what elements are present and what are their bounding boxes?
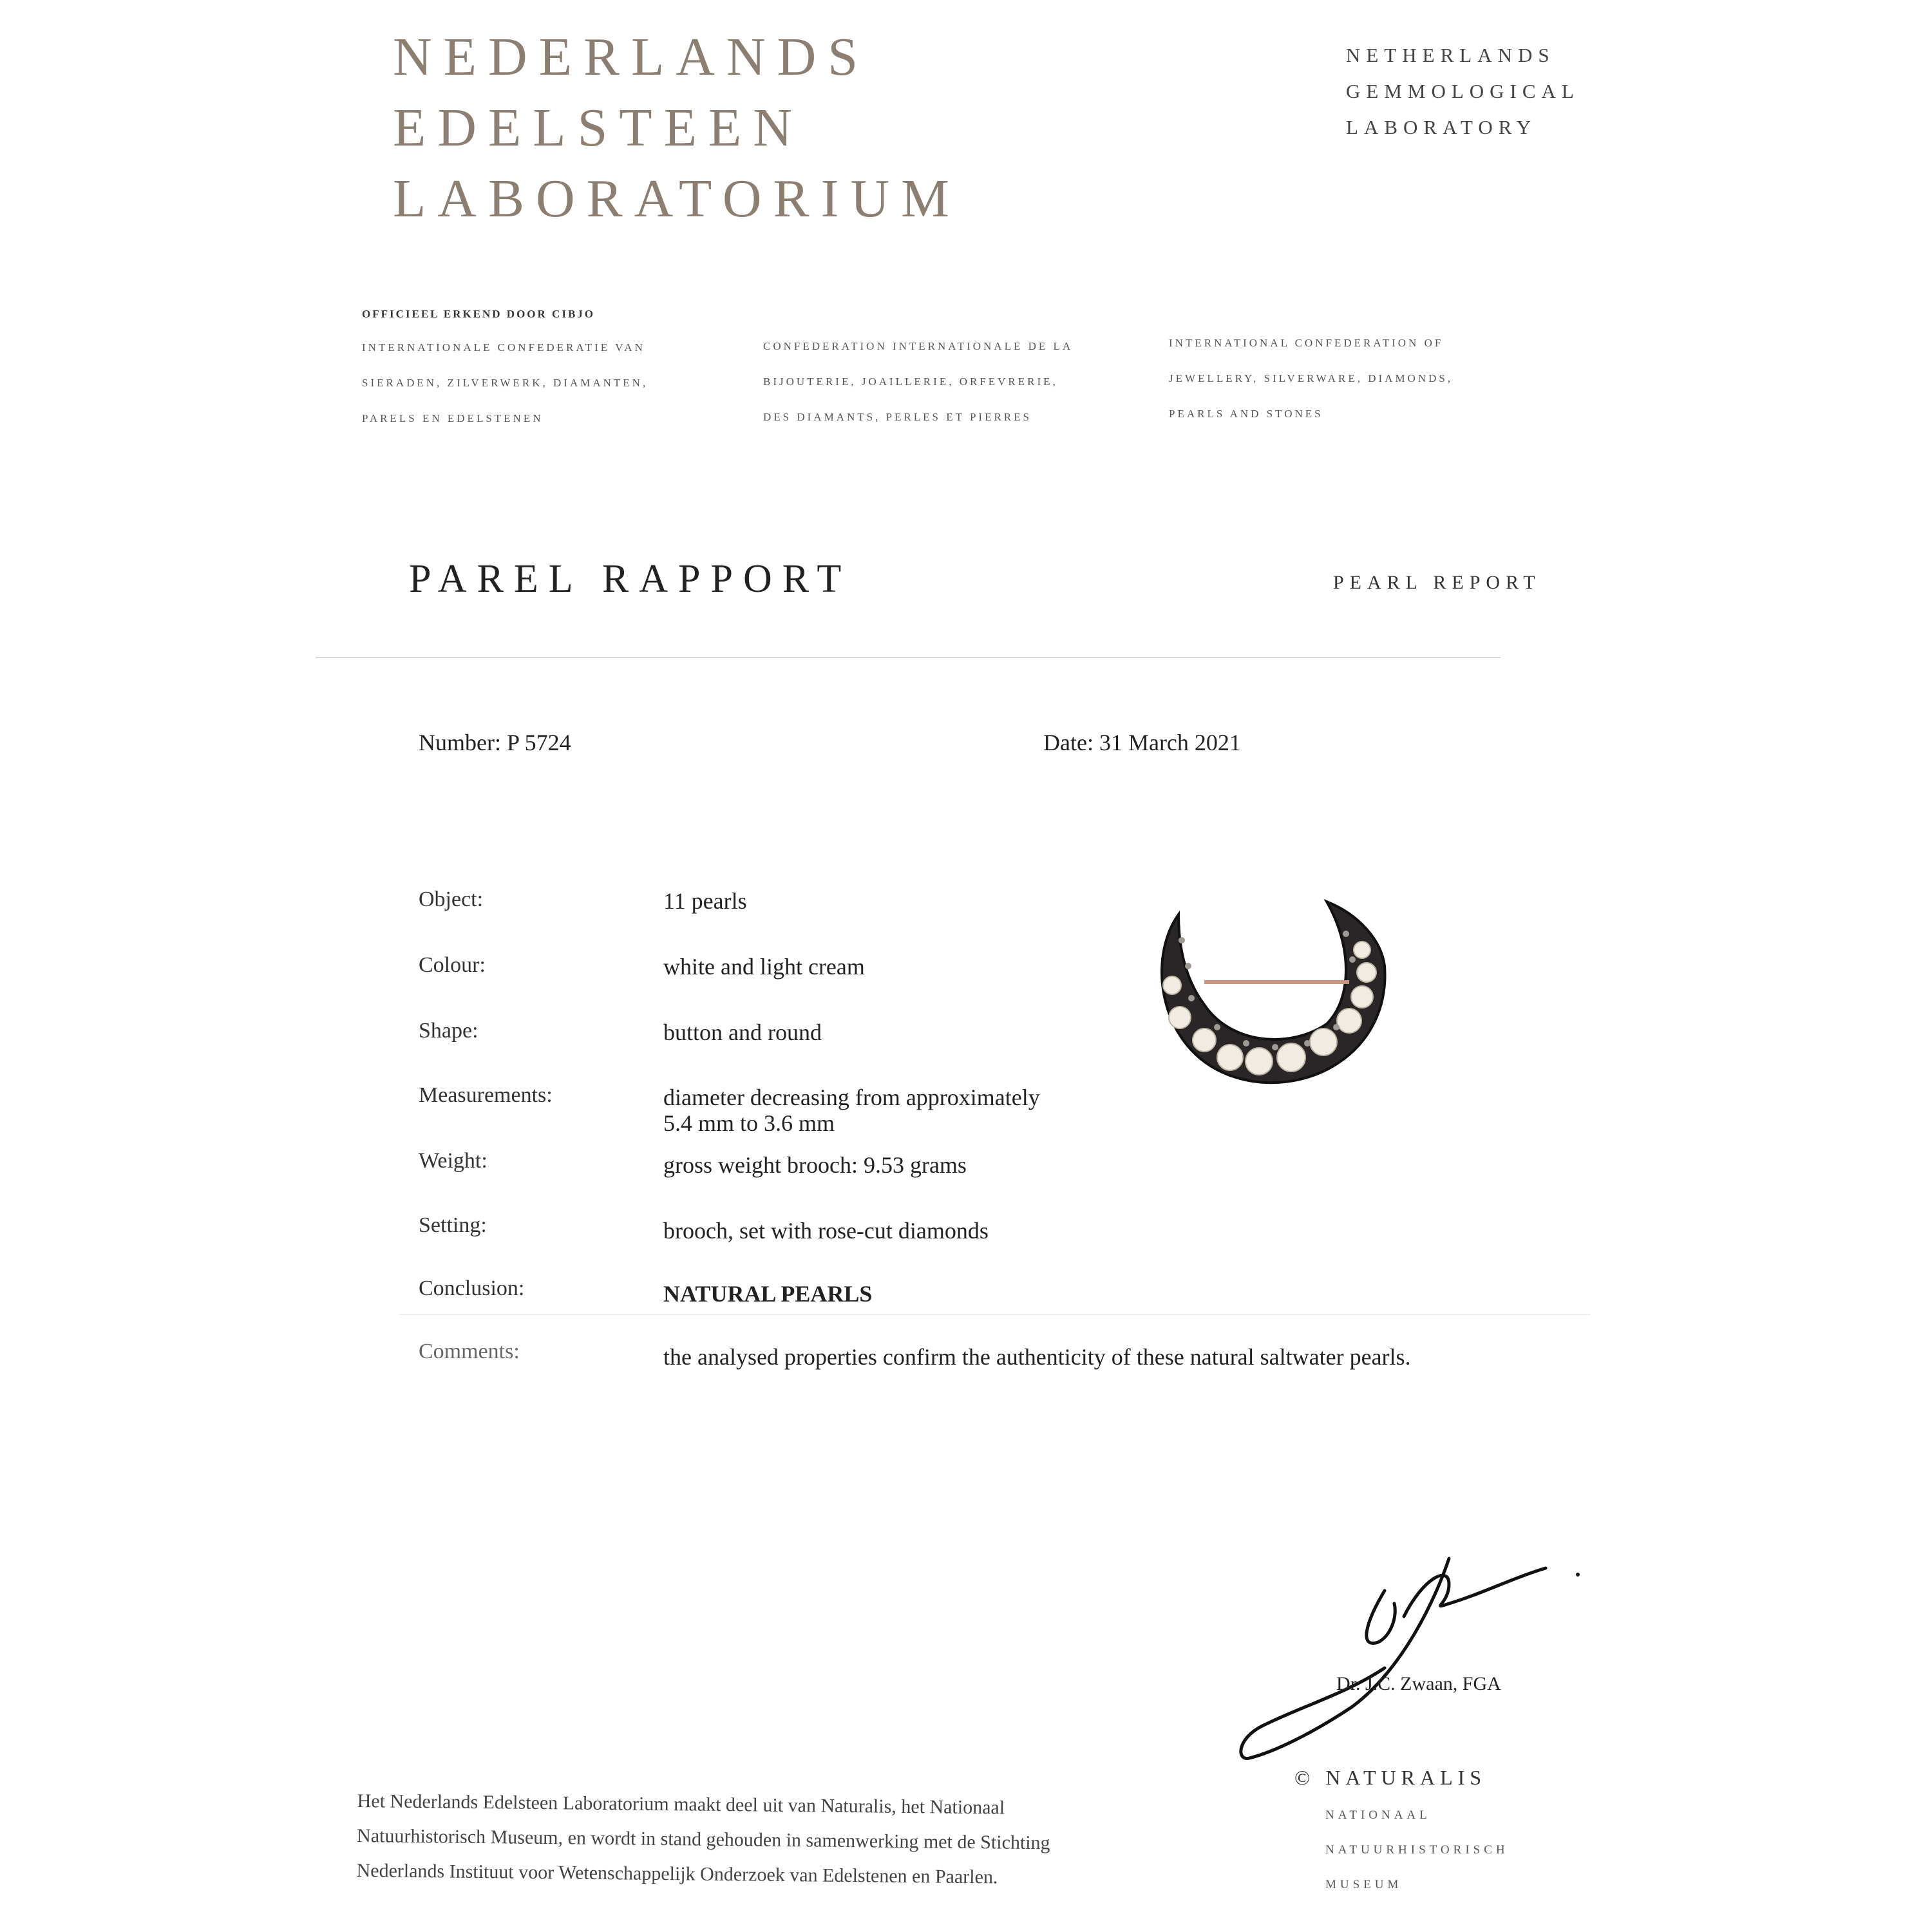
cibjo-nl-1: INTERNATIONALE CONFEDERATIE VAN	[362, 341, 645, 354]
field-label-conclusion: Conclusion:	[419, 1276, 525, 1300]
brooch-crescent	[1162, 902, 1385, 1083]
cibjo-nl-2: SIERADEN, ZILVERWERK, DIAMANTEN,	[362, 377, 649, 389]
brooch-photo	[1133, 889, 1404, 1108]
measurements-line-1: diameter decreasing from approximately	[663, 1084, 1040, 1110]
field-value-shape: button and round	[663, 1019, 822, 1045]
brand-line-2: EDELSTEEN	[393, 98, 804, 158]
field-value-setting: brooch, set with rose-cut diamonds	[663, 1218, 989, 1244]
field-value-measurements	[663, 1084, 1040, 1136]
footer-line-1: Het Nederlands Edelsteen Laboratorium maakt deel uit van Naturalis, het Nationaal	[357, 1790, 1005, 1819]
field-value-colour: white and light cream	[663, 954, 865, 980]
measurements-line-2: 5.4 mm to 3.6 mm	[663, 1110, 835, 1136]
report-title: PAREL RAPPORT	[409, 557, 852, 601]
naturalis-line-3: MUSEUM	[1325, 1878, 1403, 1891]
brand-en	[1346, 37, 1580, 146]
field-label-weight: Weight:	[419, 1149, 488, 1173]
brand-en-line-2: GEMMOLOGICAL	[1346, 80, 1580, 102]
cibjo-fr-3: DES DIAMANTS, PERLES ET PIERRES	[763, 411, 1032, 423]
field-value-comments: the analysed properties confirm the authenticity of these natural saltwater pearls.	[663, 1344, 1411, 1370]
brand-line-3: LABORATORIUM	[393, 169, 961, 229]
conclusion-divider	[399, 1314, 1591, 1315]
brand-en-line-1: NETHERLANDS	[1346, 44, 1555, 66]
cibjo-en	[1169, 325, 1453, 431]
cibjo-fr	[763, 328, 1073, 435]
signature-graphic	[1236, 1539, 1597, 1777]
field-label-shape: Shape:	[419, 1019, 478, 1043]
title-divider	[316, 657, 1501, 658]
field-value-weight: gross weight brooch: 9.53 grams	[663, 1152, 967, 1178]
cibjo-nl	[362, 330, 648, 436]
cibjo-en-1: INTERNATIONAL CONFEDERATION OF	[1169, 337, 1444, 349]
naturalis-logo: © NATURALIS	[1294, 1766, 1487, 1789]
cibjo-en-3: PEARLS AND STONES	[1169, 408, 1323, 420]
cibjo-fr-2: BIJOUTERIE, JOAILLERIE, ORFEVRERIE,	[763, 375, 1058, 388]
naturalis-line-2: NATUURHISTORISCH	[1325, 1843, 1509, 1857]
report-number: Number: P 5724	[419, 730, 571, 755]
field-label-measurements: Measurements:	[419, 1083, 553, 1107]
field-value-object: 11 pearls	[663, 888, 747, 914]
cibjo-en-2: JEWELLERY, SILVERWARE, DIAMONDS,	[1169, 372, 1454, 384]
footer-line-3: Nederlands Instituut voor Wetenschappelijk Onderzoek van Edelstenen en Paarlen.	[356, 1859, 998, 1888]
brand-line-1: NEDERLANDS	[393, 27, 869, 87]
report-title-en: PEARL REPORT	[1333, 572, 1541, 593]
naturalis-line-1: NATIONAAL	[1325, 1808, 1431, 1822]
cibjo-fr-1: CONFEDERATION INTERNATIONALE DE LA	[763, 340, 1074, 352]
field-label-colour: Colour:	[419, 953, 486, 977]
field-value-conclusion: NATURAL PEARLS	[663, 1281, 873, 1307]
cibjo-heading: OFFICIEEL ERKEND DOOR CIBJO	[362, 308, 596, 320]
footer-line-2: Natuurhistorisch Museum, en wordt in stand gehouden in samenwerking met de Stichting	[356, 1824, 1050, 1854]
cibjo-nl-3: PARELS EN EDELSTENEN	[362, 412, 544, 424]
signatory-name: Dr. J.C. Zwaan, FGA	[1336, 1673, 1501, 1694]
field-label-object: Object:	[419, 887, 484, 911]
field-label-setting: Setting:	[419, 1213, 487, 1237]
report-date: Date: 31 March 2021	[1043, 730, 1241, 755]
footer-text	[356, 1784, 1050, 1895]
field-label-comments: Comments:	[419, 1340, 520, 1363]
brand-en-line-3: LABORATORY	[1346, 116, 1537, 138]
